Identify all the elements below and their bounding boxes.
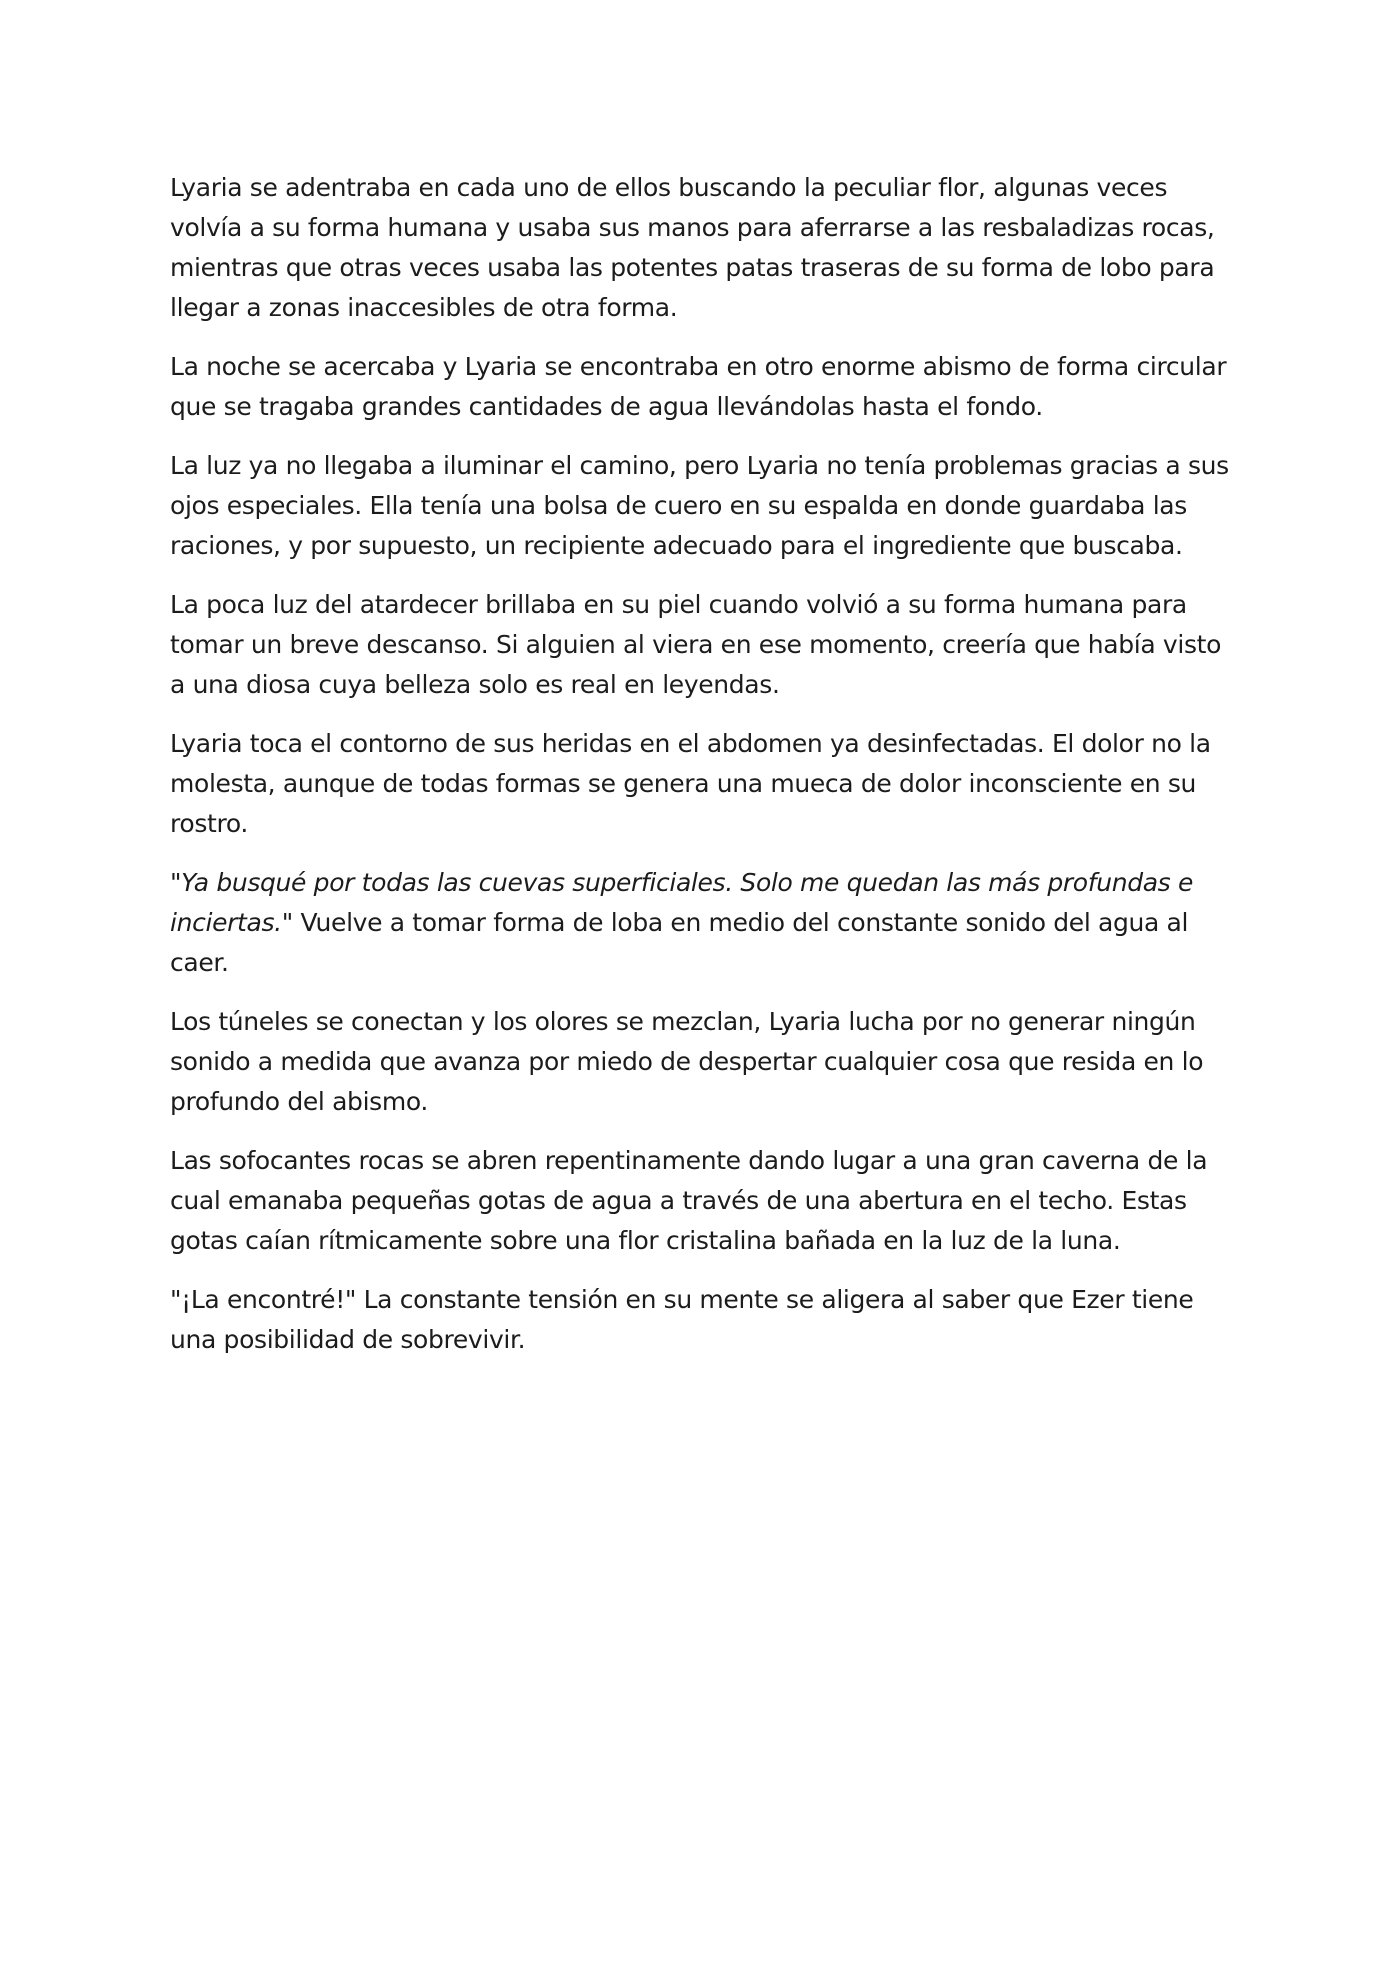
paragraph-8: Las sofocantes rocas se abren repentinamente dando lugar a una gran caverna de la cual emanaba pequeñas gotas de agua a través de una abertura en el techo. Estas gotas caían rítmicamente sobre una flor cristalina bañada en la luz de la luna. (170, 1146, 1208, 1255)
quote-mark: " (170, 868, 182, 897)
paragraph-1: Lyaria se adentraba en cada uno de ellos buscando la peculiar flor, algunas veces volvía a su forma humana y usaba sus manos para aferrarse a las resbaladizas rocas, mientras que otras veces usaba las potentes patas traseras de su forma de lobo para llegar a zonas inaccesibles de otra forma. (170, 173, 1215, 322)
italic-thought: Ya busqué por todas las cuevas superficiales. Solo me quedan las más profundas e inciertas." (170, 868, 1193, 937)
paragraph-9: "¡La encontré!" La constante tensión en su mente se aligera al saber que Ezer tiene una posibilidad de sobrevivir. (170, 1285, 1194, 1354)
paragraph-5: Lyaria toca el contorno de sus heridas en el abdomen ya desinfectadas. El dolor no la molesta, aunque de todas formas se genera una mueca de dolor inconsciente en su rostro. (170, 729, 1211, 838)
paragraph-7: Los túneles se conectan y los olores se mezclan, Lyaria lucha por no generar ningún sonido a medida que avanza por miedo de despertar cualquier cosa que resida en lo profundo del abismo. (170, 1007, 1204, 1116)
paragraph-3: La luz ya no llegaba a iluminar el camino, pero Lyaria no tenía problemas gracias a sus ojos especiales. Ella tenía una bolsa de cuero en su espalda en donde guardaba las raciones, y por supuesto, un recipiente adecuado para el ingrediente que buscaba. (170, 451, 1229, 560)
paragraph-6 (170, 863, 1240, 983)
paragraph-6-narration: Vuelve a tomar forma de loba en medio del constante sonido del agua al caer. (170, 908, 1189, 977)
paragraph-2: La noche se acercaba y Lyaria se encontraba en otro enorme abismo de forma circular que se tragaba grandes cantidades de agua llevándolas hasta el fondo. (170, 352, 1227, 421)
document-body (170, 168, 1240, 1379)
paragraph-4: La poca luz del atardecer brillaba en su piel cuando volvió a su forma humana para tomar un breve descanso. Si alguien al viera en ese momento, creería que había visto a una diosa cuya belleza solo es real en leyendas. (170, 590, 1222, 699)
